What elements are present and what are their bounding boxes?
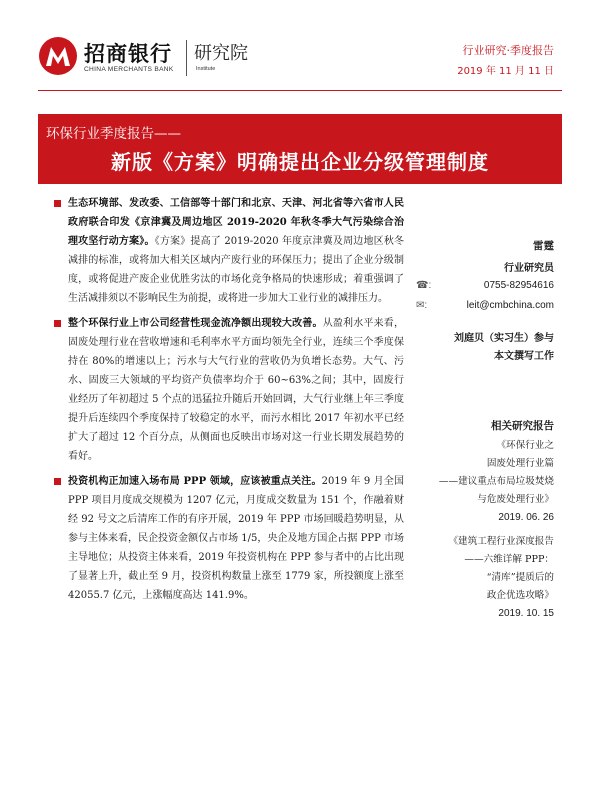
analyst-name: 雷霆 <box>533 240 554 252</box>
report-title: 新版《方案》明确提出企业分级管理制度 <box>111 150 489 174</box>
analyst-role: 行业研究员 <box>504 263 554 274</box>
related-report-line: 《建筑工程行业深度报告 <box>448 536 554 547</box>
institute-name-en: Institute <box>196 66 216 72</box>
mail-icon: ✉: <box>416 300 428 311</box>
summary-paragraph <box>54 194 404 308</box>
cmb-logo-icon <box>38 36 78 76</box>
brand-name-cn: 招商银行 <box>84 42 172 66</box>
summary-paragraph <box>54 472 404 605</box>
brand-name-en: CHINA MERCHANTS BANK <box>84 66 174 73</box>
bullet-square-icon <box>54 200 61 207</box>
paragraph-lead: 整个环保行业上市公司经营性现金流净额出现较大改善。 <box>68 318 323 329</box>
email-address[interactable]: leit@cmbchina.com <box>466 300 554 311</box>
analyst-sidebar <box>416 238 554 623</box>
summary-column <box>54 194 404 611</box>
phone-icon: ☎: <box>416 280 432 291</box>
related-report-line: 与危废处理行业》 <box>477 494 554 505</box>
bullet-square-icon <box>54 478 61 485</box>
paragraph-lead: 生态环境部、发改委、工信部等十部门和北京、天津、河北省等六省市人民政府联合印发《京津冀及周边地区 2019-2020 年秋冬季大气污染综合治理攻坚行动方案》。 <box>68 198 404 247</box>
related-reports-title: 相关研究报告 <box>491 420 554 432</box>
related-report[interactable] <box>416 533 554 623</box>
related-report-line: ——六维详解 PPP： <box>464 554 554 565</box>
paragraph-body: 从盈利水平来看，固废处理行业在营收增速和毛利率水平方面均领先全行业，连续三个季度保持在 80%的增速以上；污水与大气行业的营收仍为负增长态势。大气、污水、固废三大领域的平均资产负债率均介于 60~63%之间；其中，固废行业经历了年初超过 5 个点的迅猛拉升随后开始回调，大气行业继上年三季度提升后连续四个季度保持了较稳定的水平，而污水相比 2017 年初水平已经扩大了超过 12 个百分点，从侧面也反映出市场对这一行业长期发展趋势的看好。 <box>68 318 404 462</box>
paragraph-lead: 投资机构正加速入场布局 PPP 领域，应该被重点关注。 <box>68 476 322 487</box>
bullet-square-icon <box>54 320 61 327</box>
paragraph-body: 2019 年 9 月全国 PPP 项目月度成交规模为 1207 亿元，月度成交数量为 151 个，作融着财经 92 号文之后清库工作的有序开展，2019 年 PPP 市场回暖趋势明显，从参与主体来看，民企投资金额仅占市场 1/5，央企及地方国企占据 PPP 市场主导地位；从投资主体来看，2019 年投资机构在 PPP 参与者中的占比出现了显著上升，截止至 9 月，投资机构数量上涨至 1779 家，所投额度上涨至 42055.7 亿元，上涨幅度高达 141.9%。 <box>68 476 404 601</box>
report-date: 2019 年 11 月 11 日 <box>457 66 554 77</box>
banner-subtitle: 环保行业季度报告—— <box>46 126 181 142</box>
related-report-line: ——建议重点布局垃圾焚烧 <box>438 476 554 487</box>
coauthor-line: 本文撰写工作 <box>494 351 554 362</box>
header-rule <box>38 90 562 91</box>
summary-paragraph <box>54 314 404 466</box>
related-report-date: 2019. 10. 15 <box>498 608 554 619</box>
phone-number: 0755-82954616 <box>483 280 554 291</box>
report-type: 行业研究·季度报告 <box>462 44 554 57</box>
related-report-date: 2019. 06. 26 <box>498 512 554 523</box>
coauthor-line: 刘庭贝（实习生）参与 <box>454 333 554 344</box>
report-header <box>0 0 600 92</box>
title-banner <box>38 114 562 184</box>
related-report-line: “清库”提质后的 <box>486 572 554 583</box>
related-report[interactable] <box>416 437 554 527</box>
phone-contact <box>416 280 554 300</box>
email-contact <box>416 300 554 320</box>
related-report-line: 固废处理行业篇 <box>486 458 554 469</box>
related-report-line: 政企优选攻略》 <box>486 590 554 601</box>
coauthor-note <box>416 330 554 366</box>
related-report-line: 《环保行业之 <box>496 440 554 451</box>
logo-divider <box>186 40 187 76</box>
institute-name-cn: 研究院 <box>194 43 248 64</box>
paragraph-body: 《方案》提高了 2019-2020 年度京津冀及周边地区秋冬减排的标准，或将加大相关区域内产废行业的环保压力；提出了企业分级制度，或将促进产废企业优胜劣汰的市场化竞争格局的快速形成；着重强调了生活减排须以不影响民生为前提，或将进一步加大工业行业的减排压力。 <box>68 236 405 304</box>
